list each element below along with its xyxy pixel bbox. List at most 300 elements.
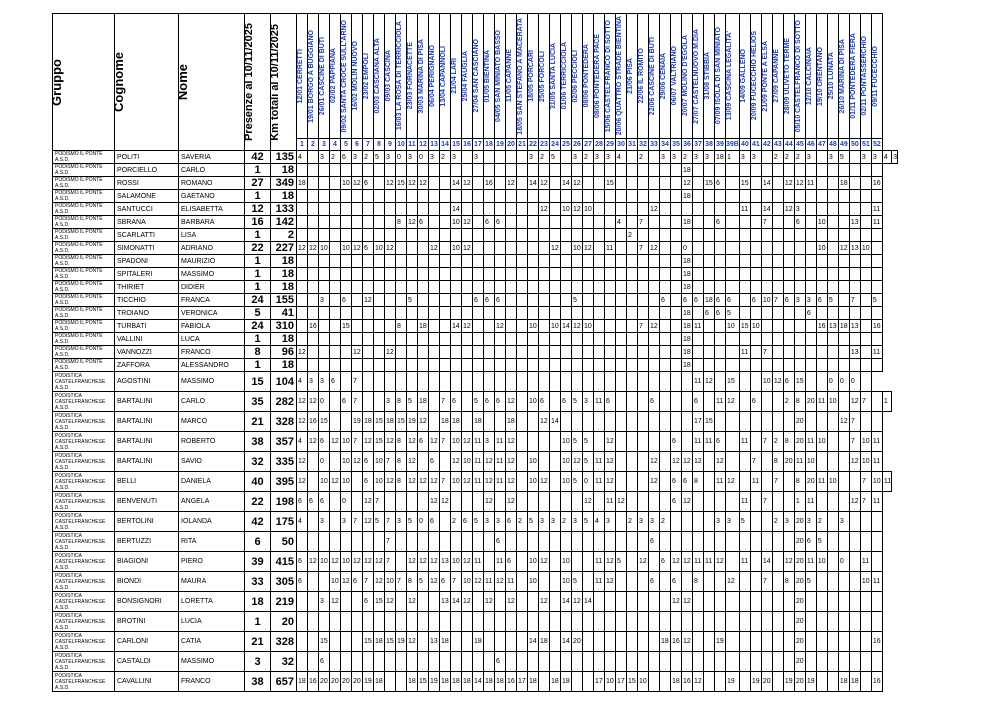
- cell-value: [396, 359, 407, 372]
- cell-value: [838, 652, 849, 672]
- cell-value: 14: [761, 203, 772, 216]
- cell-value: 10: [528, 472, 539, 492]
- cell-value: [783, 333, 794, 346]
- cell-value: [506, 320, 517, 333]
- cell-value: [605, 294, 616, 307]
- cell-presenze: 1: [245, 281, 271, 294]
- cell-value: [715, 372, 726, 392]
- cell-value: 5: [726, 307, 740, 320]
- cell-value: 5: [407, 294, 418, 307]
- cell-value: [805, 652, 816, 672]
- cell-km: 395: [271, 472, 297, 492]
- cell-value: [550, 612, 561, 632]
- cell-value: [341, 346, 352, 359]
- cell-value: 10: [583, 320, 594, 333]
- cell-value: 20: [794, 612, 805, 632]
- cell-value: 11: [871, 572, 882, 592]
- attendance-sheet: [49, 13, 898, 692]
- cell-value: [772, 177, 783, 190]
- cell-value: 10: [827, 472, 838, 492]
- cell-value: [627, 452, 638, 472]
- cell-value: 4: [882, 151, 891, 164]
- cell-value: 11: [739, 203, 750, 216]
- cell-value: 3: [319, 512, 330, 532]
- cell-value: [739, 452, 750, 472]
- cell-value: 14: [451, 320, 462, 333]
- cell-value: [761, 632, 772, 652]
- cell-value: [385, 359, 396, 372]
- cell-value: 6: [671, 572, 682, 592]
- cell-gruppo: PODISTICA CASTELFRANCHESE A.S.D.: [53, 492, 115, 512]
- cell-value: 20: [794, 432, 805, 452]
- cell-value: 6: [330, 372, 341, 392]
- cell-value: [528, 229, 539, 242]
- cell-value: [572, 190, 583, 203]
- cell-value: 12: [583, 492, 594, 512]
- event-header: [715, 14, 726, 139]
- cell-value: [330, 632, 341, 652]
- cell-value: [462, 281, 473, 294]
- cell-value: 12: [308, 392, 319, 412]
- cell-value: [385, 333, 396, 346]
- cell-value: [827, 572, 838, 592]
- cell-value: [451, 612, 462, 632]
- cell-value: [385, 281, 396, 294]
- cell-value: 10: [341, 552, 352, 572]
- header-gruppo-label: Gruppo: [49, 58, 64, 106]
- cell-value: [726, 532, 740, 552]
- cell-value: [772, 307, 783, 320]
- event-header: [616, 14, 627, 139]
- cell-value: [473, 281, 484, 294]
- cell-value: [374, 359, 385, 372]
- cell-value: [550, 652, 561, 672]
- cell-value: 2: [682, 151, 693, 164]
- cell-value: [660, 432, 671, 452]
- cell-value: 15: [374, 432, 385, 452]
- cell-value: [407, 346, 418, 359]
- cell-value: [550, 472, 561, 492]
- cell-value: [429, 294, 440, 307]
- cell-value: 16: [308, 672, 319, 692]
- event-number: 8: [374, 139, 385, 151]
- cell-value: [550, 592, 561, 612]
- cell-value: 5: [871, 294, 882, 307]
- cell-value: [330, 229, 341, 242]
- cell-value: [739, 216, 750, 229]
- event-name: 26/10 MARINA DI PISA: [838, 38, 846, 114]
- cell-value: 3: [572, 151, 583, 164]
- cell-value: [750, 216, 761, 229]
- cell-value: [594, 229, 605, 242]
- cell-value: [528, 372, 539, 392]
- cell-value: [715, 164, 726, 177]
- cell-value: [816, 652, 827, 672]
- cell-value: [429, 190, 440, 203]
- cell-value: [860, 612, 871, 632]
- cell-value: [838, 392, 849, 412]
- cell-value: [550, 392, 561, 412]
- cell-value: [319, 229, 330, 242]
- cell-value: [297, 307, 308, 320]
- cell-value: 2: [816, 512, 827, 532]
- cell-value: [682, 572, 693, 592]
- cell-value: [715, 320, 726, 333]
- cell-value: [860, 512, 871, 532]
- cell-value: 6: [671, 492, 682, 512]
- cell-value: [341, 652, 352, 672]
- cell-value: 12: [418, 552, 429, 572]
- event-header: [761, 14, 772, 139]
- cell-value: 20: [341, 672, 352, 692]
- cell-value: [739, 229, 750, 242]
- cell-value: [794, 333, 805, 346]
- cell-value: [484, 268, 495, 281]
- cell-value: [627, 572, 638, 592]
- cell-value: [517, 652, 528, 672]
- cell-value: 10: [871, 472, 882, 492]
- cell-value: 18: [838, 177, 849, 190]
- event-name: 29/06 CENAIA: [660, 52, 667, 100]
- cell-value: [583, 164, 594, 177]
- cell-value: [805, 333, 816, 346]
- event-header: [341, 14, 352, 139]
- cell-cognome: AGOSTINI: [115, 372, 179, 392]
- cell-value: [849, 612, 860, 632]
- cell-value: [638, 281, 649, 294]
- cell-value: 7: [385, 532, 396, 552]
- cell-value: [772, 164, 783, 177]
- cell-value: [849, 229, 860, 242]
- table-row: [53, 177, 898, 190]
- cell-value: 3: [715, 512, 726, 532]
- cell-value: 6: [484, 392, 495, 412]
- cell-value: [583, 190, 594, 203]
- event-number: 37: [693, 139, 704, 151]
- cell-value: 12: [352, 346, 363, 359]
- cell-value: [805, 346, 816, 359]
- cell-value: 0: [583, 472, 594, 492]
- cell-value: [451, 307, 462, 320]
- cell-km: 142: [271, 216, 297, 229]
- table-row: [53, 268, 898, 281]
- cell-value: [561, 412, 572, 432]
- cell-value: [330, 392, 341, 412]
- cell-nome: CATIA: [179, 632, 245, 652]
- cell-value: [704, 346, 715, 359]
- cell-value: 18: [849, 672, 860, 692]
- cell-value: [462, 492, 473, 512]
- cell-value: [462, 333, 473, 346]
- cell-value: [374, 307, 385, 320]
- cell-value: [616, 164, 627, 177]
- cell-value: [794, 346, 805, 359]
- cell-value: 12: [484, 492, 495, 512]
- cell-value: [484, 412, 495, 432]
- cell-value: [772, 216, 783, 229]
- cell-value: [330, 320, 341, 333]
- cell-value: [704, 632, 715, 652]
- cell-value: 15: [605, 177, 616, 190]
- event-number: 46: [805, 139, 816, 151]
- header-cognome-label: Cognome: [111, 52, 126, 112]
- cell-value: [871, 532, 882, 552]
- cell-value: 4: [297, 512, 308, 532]
- cell-cognome: BONSIGNORI: [115, 592, 179, 612]
- cell-value: [429, 281, 440, 294]
- cell-value: [407, 492, 418, 512]
- cell-value: [539, 452, 550, 472]
- cell-value: [638, 612, 649, 632]
- cell-value: 6: [805, 307, 816, 320]
- cell-value: 10: [341, 452, 352, 472]
- cell-value: [352, 652, 363, 672]
- event-number: 35: [671, 139, 682, 151]
- cell-value: [638, 472, 649, 492]
- cell-value: [704, 359, 715, 372]
- cell-value: [627, 432, 638, 452]
- table-row: [53, 492, 898, 512]
- event-number: 38: [704, 139, 715, 151]
- cell-value: [341, 255, 352, 268]
- cell-presenze: 40: [245, 472, 271, 492]
- cell-value: [539, 432, 550, 452]
- cell-value: 18: [838, 672, 849, 692]
- cell-value: 7: [761, 432, 772, 452]
- event-number: 47: [816, 139, 827, 151]
- cell-value: [838, 572, 849, 592]
- cell-value: [693, 164, 704, 177]
- cell-value: [330, 333, 341, 346]
- cell-value: [352, 216, 363, 229]
- event-number: 22: [528, 139, 539, 151]
- cell-value: [297, 592, 308, 612]
- cell-value: [396, 346, 407, 359]
- cell-value: [750, 333, 761, 346]
- cell-cognome: CAVALLINI: [115, 672, 179, 692]
- cell-value: [616, 592, 627, 612]
- cell-presenze: 32: [245, 452, 271, 472]
- cell-gruppo: PODISTICA CASTELFRANCHESE A.S.D.: [53, 512, 115, 532]
- cell-value: [750, 492, 761, 512]
- cell-value: [495, 307, 506, 320]
- event-name: 23/02 EMPOLI: [363, 52, 370, 100]
- cell-nome: LUCIA: [179, 612, 245, 632]
- cell-value: [429, 177, 440, 190]
- cell-value: [352, 164, 363, 177]
- cell-value: 12: [308, 552, 319, 572]
- cell-value: [750, 359, 761, 372]
- cell-value: 6: [319, 432, 330, 452]
- cell-value: 11: [871, 452, 882, 472]
- cell-value: [319, 216, 330, 229]
- cell-value: [827, 672, 838, 692]
- cell-value: 12: [385, 432, 396, 452]
- cell-value: [682, 532, 693, 552]
- cell-value: [693, 652, 704, 672]
- cell-value: [783, 190, 794, 203]
- cell-value: 3: [892, 151, 898, 164]
- cell-value: 0: [319, 452, 330, 472]
- event-number: 5: [341, 139, 352, 151]
- cell-value: [605, 333, 616, 346]
- cell-value: 6: [671, 432, 682, 452]
- cell-value: 0: [827, 372, 838, 392]
- cell-value: 12: [352, 552, 363, 572]
- cell-value: [583, 255, 594, 268]
- cell-value: [473, 492, 484, 512]
- cell-value: [838, 612, 849, 632]
- cell-value: 12: [539, 552, 550, 572]
- cell-value: 6: [473, 294, 484, 307]
- cell-value: [794, 281, 805, 294]
- cell-value: [451, 281, 462, 294]
- cell-value: [561, 268, 572, 281]
- cell-value: [827, 432, 838, 452]
- cell-value: [429, 612, 440, 632]
- cell-value: [429, 255, 440, 268]
- cell-value: [627, 281, 638, 294]
- cell-presenze: 1: [245, 612, 271, 632]
- cell-cognome: SALAMONE: [115, 190, 179, 203]
- cell-value: [418, 532, 429, 552]
- cell-value: [572, 268, 583, 281]
- cell-value: 12: [572, 452, 583, 472]
- cell-value: [418, 612, 429, 632]
- cell-value: 8: [693, 572, 704, 592]
- cell-value: 3: [319, 592, 330, 612]
- cell-presenze: 22: [245, 492, 271, 512]
- cell-value: [396, 281, 407, 294]
- cell-value: [816, 229, 827, 242]
- event-header: [594, 14, 605, 139]
- cell-value: [374, 203, 385, 216]
- cell-value: [827, 164, 838, 177]
- cell-value: [761, 512, 772, 532]
- cell-value: [319, 177, 330, 190]
- cell-value: 11: [871, 216, 882, 229]
- event-header: [805, 14, 816, 139]
- cell-gruppo: PODISTICA CASTELFRANCHESE A.S.D.: [53, 552, 115, 572]
- cell-value: 11: [871, 492, 882, 512]
- cell-value: [550, 372, 561, 392]
- cell-value: 3: [605, 512, 616, 532]
- cell-value: [418, 592, 429, 612]
- cell-value: [440, 359, 451, 372]
- cell-value: [660, 320, 671, 333]
- cell-value: [550, 572, 561, 592]
- cell-value: 5: [739, 512, 750, 532]
- cell-value: [816, 268, 827, 281]
- cell-value: 6: [816, 294, 827, 307]
- cell-value: [484, 359, 495, 372]
- cell-value: [594, 592, 605, 612]
- header-km: [271, 14, 297, 151]
- cell-value: 12: [385, 177, 396, 190]
- cell-value: [704, 333, 715, 346]
- cell-value: [319, 164, 330, 177]
- cell-value: 7: [385, 512, 396, 532]
- cell-value: [550, 177, 561, 190]
- cell-value: [838, 492, 849, 512]
- cell-value: 18: [682, 164, 693, 177]
- cell-value: 12: [297, 392, 308, 412]
- cell-value: 15: [726, 372, 740, 392]
- cell-value: 3: [660, 151, 671, 164]
- cell-km: 310: [271, 320, 297, 333]
- cell-value: [583, 294, 594, 307]
- cell-value: [704, 229, 715, 242]
- cell-value: 3: [638, 512, 649, 532]
- cell-value: [539, 190, 550, 203]
- cell-value: 12: [572, 320, 583, 333]
- cell-value: [440, 612, 451, 632]
- cell-value: 19: [783, 672, 794, 692]
- cell-value: [671, 255, 682, 268]
- cell-value: [330, 307, 341, 320]
- cell-value: [374, 164, 385, 177]
- cell-value: 6: [660, 552, 671, 572]
- cell-value: [816, 612, 827, 632]
- event-header: [838, 14, 849, 139]
- event-header: [440, 14, 451, 139]
- cell-value: [616, 572, 627, 592]
- event-name: 22/06 IL ROMITO: [638, 48, 645, 104]
- cell-value: [297, 294, 308, 307]
- cell-value: 15: [739, 320, 750, 333]
- cell-value: 20: [330, 672, 341, 692]
- cell-value: 3: [429, 151, 440, 164]
- cell-value: [682, 412, 693, 432]
- cell-value: [783, 472, 794, 492]
- cell-value: [473, 372, 484, 392]
- cell-value: [638, 652, 649, 672]
- cell-value: 6: [363, 242, 374, 255]
- cell-value: [440, 307, 451, 320]
- cell-value: 10: [561, 452, 572, 472]
- cell-value: 18: [506, 412, 517, 432]
- cell-value: [363, 216, 374, 229]
- cell-value: [627, 592, 638, 612]
- cell-value: [352, 612, 363, 632]
- cell-value: 7: [396, 572, 407, 592]
- cell-value: [649, 412, 660, 432]
- cell-value: 18: [682, 346, 693, 359]
- cell-value: [783, 492, 794, 512]
- cell-value: 3: [838, 512, 849, 532]
- cell-value: 2: [561, 512, 572, 532]
- cell-value: 12: [649, 320, 660, 333]
- event-name: 13/09 CASCINA LEGALITA': [726, 31, 733, 121]
- cell-value: 4: [297, 432, 308, 452]
- cell-value: 10: [605, 672, 616, 692]
- cell-value: 12: [495, 320, 506, 333]
- cell-value: [739, 612, 750, 632]
- cell-value: [726, 346, 740, 359]
- cell-value: [627, 255, 638, 268]
- cell-value: [794, 307, 805, 320]
- cell-value: [429, 652, 440, 672]
- cell-value: [572, 372, 583, 392]
- cell-value: [772, 532, 783, 552]
- cell-value: 15: [704, 412, 715, 432]
- cell-nome: MAURA: [179, 572, 245, 592]
- event-number: 21: [517, 139, 528, 151]
- cell-value: [418, 307, 429, 320]
- cell-value: [772, 632, 783, 652]
- event-header: [627, 14, 638, 139]
- cell-value: [396, 203, 407, 216]
